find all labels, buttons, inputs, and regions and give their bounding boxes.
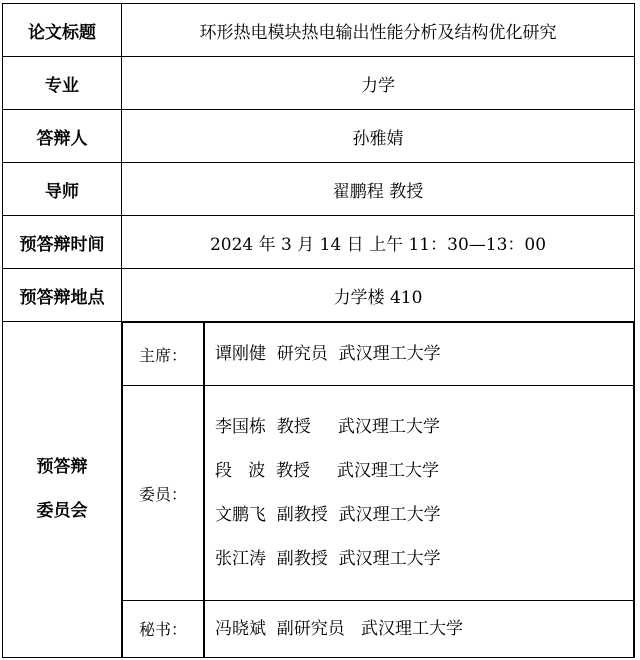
committee-table [122,322,634,657]
role-secretary: 秘书： [123,601,205,657]
member-line: 谭刚健 研究员 武汉理工大学 [215,344,441,364]
defense-info-table [2,3,635,658]
committee-label-line2: 委员会 [36,501,88,522]
member-line: 冯晓斌 副研究员 武汉理工大学 [215,618,464,639]
committee-cell [122,322,635,658]
value-candidate: 孙雅婧 [122,110,635,163]
label-defense-time: 预答辩时间 [3,216,122,269]
label-candidate: 答辩人 [3,110,122,163]
chair-members [204,323,634,386]
committee-row-chair [123,323,634,386]
role-chair: 主席： [123,323,205,386]
row-candidate [3,110,635,163]
value-major: 力学 [122,57,635,110]
committee-label-line1: 预答辩 [36,457,88,478]
row-defense-time [3,216,635,269]
label-major: 专业 [3,57,122,110]
label-committee [3,322,122,658]
secretary-members [204,601,634,657]
role-members: 委员： [123,386,205,601]
value-defense-location: 力学楼 410 [122,269,635,322]
member-line: 李国栋 教授 武汉理工大学 [215,417,440,437]
value-defense-time: 2024 年 3 月 14 日 上午 11：30—13：00 [122,216,635,269]
label-advisor: 导师 [3,163,122,216]
member-line: 段 波 教授 武汉理工大学 [215,461,440,481]
row-defense-location [3,269,635,322]
value-advisor: 翟鹏程 教授 [122,163,635,216]
committee-row-secretary [123,601,634,657]
committee-row-members [123,386,634,601]
member-line: 文鹏飞 副教授 武汉理工大学 [215,505,441,525]
label-defense-location: 预答辩地点 [3,269,122,322]
value-thesis-title: 环形热电模块热电输出性能分析及结构优化研究 [122,4,635,57]
row-advisor [3,163,635,216]
committee-members [204,386,634,601]
member-line: 张江涛 副教授 武汉理工大学 [215,549,441,569]
label-thesis-title: 论文标题 [3,4,122,57]
row-thesis-title [3,4,635,57]
row-major [3,57,635,110]
row-committee [3,322,635,658]
